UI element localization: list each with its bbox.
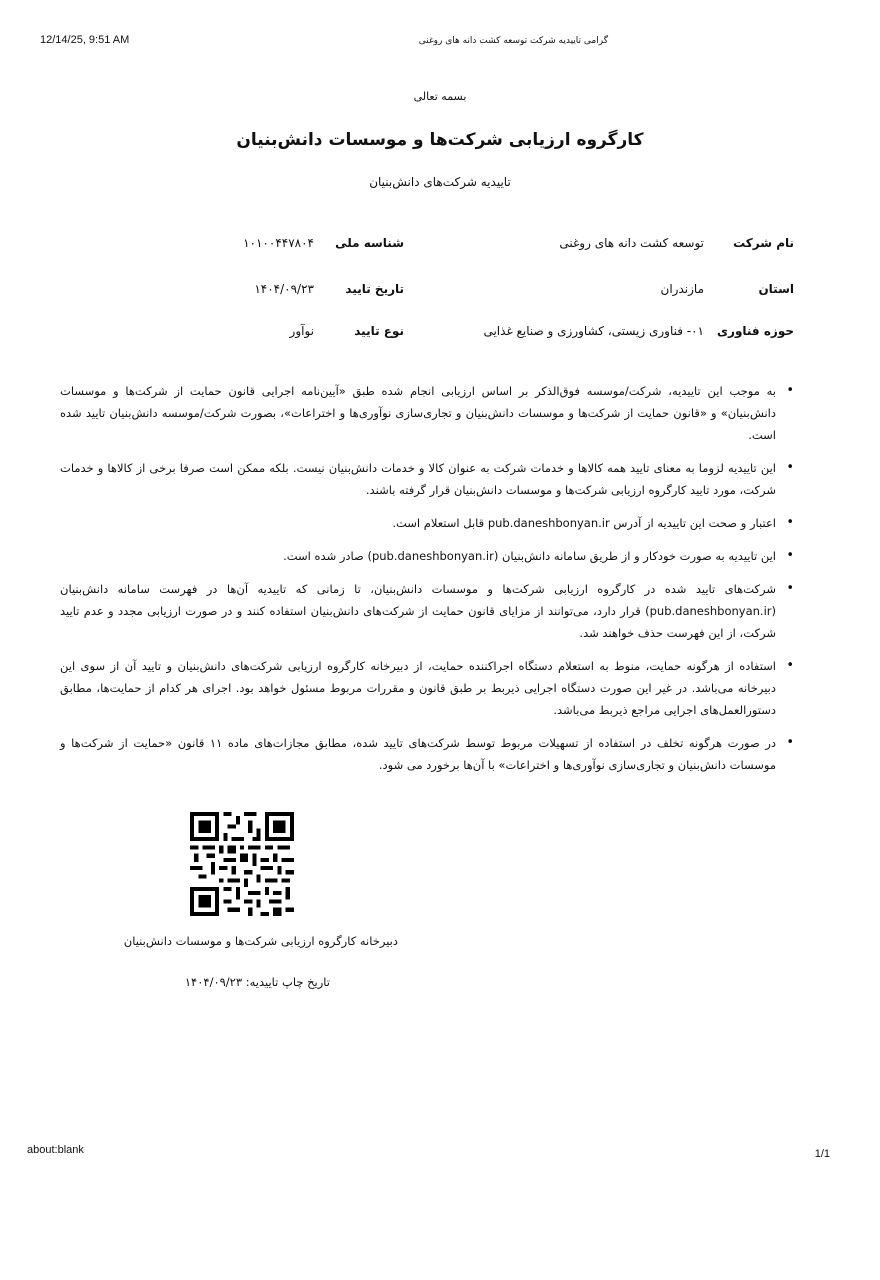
approval-date-label: تاریخ تایید [345, 282, 404, 296]
bullet-icon: • [786, 548, 794, 563]
list-item [60, 457, 794, 501]
bullet-icon: • [786, 735, 794, 750]
bullet-icon: • [786, 658, 794, 673]
tech-field-value: ۰۱- فناوری زیستی، کشاورزی و صنایع غذایی [483, 324, 704, 338]
basmala: بسمه تعالی [413, 90, 467, 103]
print-footer-page: 1/1 [814, 1148, 830, 1160]
national-id-value: ۱۰۱۰۰۴۴۷۸۰۴ [243, 236, 314, 250]
document-title: کارگروه ارزیابی شرکت‌ها و موسسات دانش‌بنیان [236, 130, 644, 150]
print-datetime: 12/14/25, 9:51 AM [40, 34, 130, 46]
paragraph-text: اعتبار و صحت این تاییدیه از آدرس pub.daneshbonyan.ir قابل استعلام است. [392, 516, 776, 530]
list-item [60, 655, 794, 721]
list-item [60, 732, 794, 776]
approval-type-value: نوآور [289, 324, 314, 338]
document-subtitle: تاییدیه شرکت‌های دانش‌بنیان [369, 175, 511, 189]
bullet-icon: • [786, 383, 794, 398]
province-label: استان [758, 282, 794, 296]
info-row-company [150, 236, 794, 260]
bullet-icon: • [786, 460, 794, 475]
list-item [60, 578, 794, 644]
company-name-value: توسعه کشت دانه های روغنی [559, 236, 704, 250]
list-item [60, 545, 794, 567]
approval-type-label: نوع تایید [354, 324, 404, 338]
company-name-label: نام شرکت [733, 236, 794, 250]
province-value: مازندران [660, 282, 704, 296]
paragraph-text: شرکت‌های تایید شده در کارگروه ارزیابی شرکت‌ها و موسسات دانش‌بنیان، تا زمانی که تاییدیه آن‌ها در فهرست سامانه دانش‌بنیان (pub.daneshbonyan.ir) قرار دارد، می‌توانند از مزایای قانون حمایت از شرکت‌های دانش‌بنیان استفاده کنند و در صورت ارزیابی مجدد و عدم تایید شرکت، از این فهرست حذف خواهند شد. [60, 582, 776, 640]
info-row-tech [150, 324, 794, 348]
print-page-title: گرامی تاییدیه شرکت توسعه کشت دانه های روغنی [418, 36, 608, 46]
paragraph-text: استفاده از هرگونه حمایت، منوط به استعلام دستگاه اجراکننده حمایت، از دبیرخانه کارگروه ارزیابی شرکت‌های دانش‌بنیان و تایید آن از سوی این دبیرخانه می‌باشد. در غیر این صورت دستگاه اجرایی ذیربط بر طبق قانون و مقررات مربوط مسئول خواهد بود. اجرای هر کدام از حمایت‌ها، مطابق دستورالعمل‌های اجرایی مراجع ذیربط می‌باشد. [60, 659, 776, 717]
paragraph-text: این تاییدیه لزوما به معنای تایید همه کالاها و خدمات شرکت به عنوان کالا و خدمات دانش‌بنیان نیست. بلکه ممکن است صرفا برخی از کالاها و خدمات شرکت، مورد تایید کارگروه ارزیابی شرکت‌ها و موسسات دانش‌بنیان قرار گرفته باشند. [60, 461, 776, 497]
paragraph-text: این تاییدیه به صورت خودکار و از طریق سامانه دانش‌بنیان (pub.daneshbonyan.ir) صادر شده است. [283, 549, 776, 563]
list-item [60, 512, 794, 534]
tech-field-label: حوزه فناوری [717, 324, 794, 338]
paragraph-text: در صورت هرگونه تخلف در استفاده از تسهیلات مربوط توسط شرکت‌های تایید شده، مطابق مجازات‌های ماده ۱۱ قانون «حمایت از شرکت‌ها و موسسات دانش‌بنیان و تجاری‌سازی نوآوری‌ها و اختراعات» با آن‌ها برخورد می شود. [60, 736, 776, 772]
terms-list [60, 380, 794, 787]
print-date: تاریخ چاپ تاییدیه: ۱۴۰۴/۰۹/۲۳ [184, 975, 330, 989]
approval-date-value: ۱۴۰۴/۰۹/۲۳ [254, 282, 314, 296]
footer-office: دبیرخانه کارگروه ارزیابی شرکت‌ها و موسسات دانش‌بنیان [123, 934, 398, 948]
qr-code-icon [190, 812, 294, 916]
list-item [60, 380, 794, 446]
bullet-icon: • [786, 515, 794, 530]
info-row-province [150, 282, 794, 306]
national-id-label: شناسه ملی [335, 236, 404, 250]
bullet-icon: • [786, 581, 794, 596]
paragraph-text: به موجب این تاییدیه، شرکت/موسسه فوق‌الذکر بر اساس ارزیابی انجام شده طبق «آیین‌نامه اجرایی قانون حمایت از شرکت‌ها و موسسات دانش‌بنیان» و «قانون حمایت از شرکت‌ها و موسسات دانش‌بنیان و تجاری‌سازی نوآوری‌ها و اختراعات»، بصورت شرکت/موسسه دانش‌بنیان تایید شده است. [60, 384, 776, 442]
print-footer-url: about:blank [27, 1144, 84, 1156]
